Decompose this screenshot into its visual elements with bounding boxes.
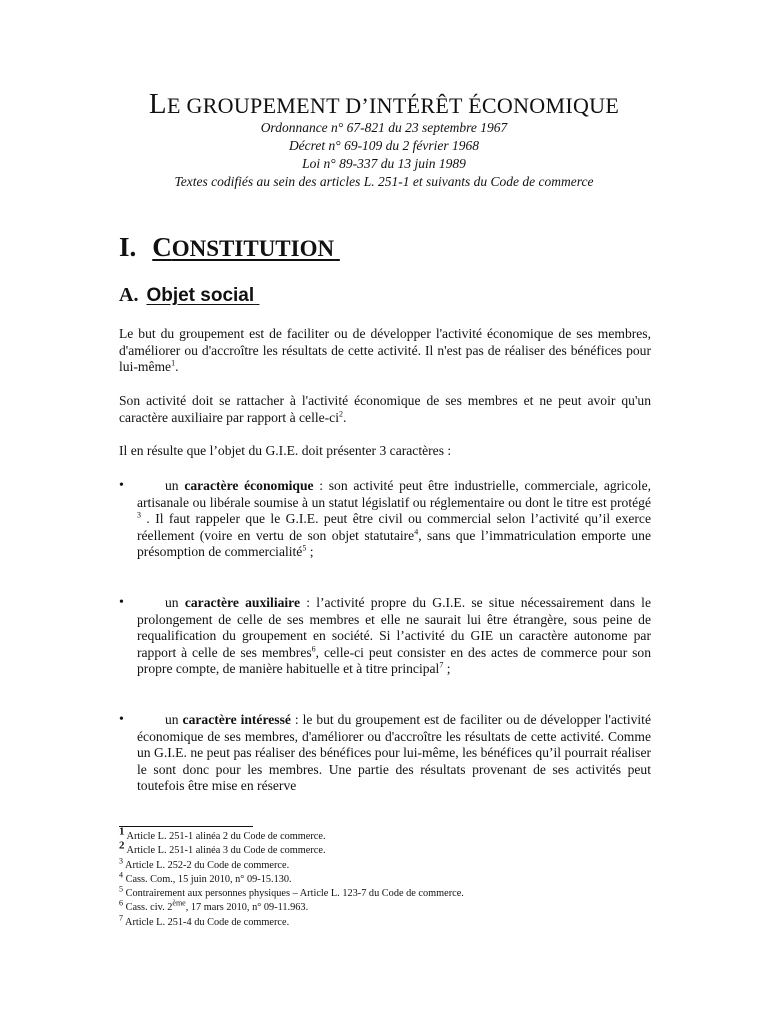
bullet-auxiliary-prefix: un [165, 595, 185, 610]
paragraph-purpose-text: Le but du groupement est de faciliter ou de développer l'activité économique de ses membres, d'améliorer ou d'accroître les résultats de cette activité. Il n'est pas de réaliser des bénéfices pour lui-même [119, 326, 651, 375]
subtitle-decret: Décret n° 69-109 du 2 février 1968 [288, 138, 480, 153]
section-number: I. [119, 232, 137, 262]
footnote-text: Article L. 251-1 alinéa 2 du Code de commerce. [126, 831, 326, 842]
bullet-marker: • [119, 712, 124, 727]
paragraph-characters-intro: Il en résulte que l’objet du G.I.E. doit présenter 3 caractères : [119, 443, 452, 458]
footnote-text: Article L. 252-2 du Code de commerce. [125, 859, 290, 871]
bullet-economic-text-1: : son activité peut être industrielle, commerciale, agricole, artisanale ou libérale soumise à un statut législatif ou réglementaire ou dont le titre est protégé [137, 478, 652, 510]
footnotes [119, 825, 679, 930]
section-heading [119, 232, 340, 263]
footnote-text: Contrairement aux personnes physiques – Article L. 123-7 du Code de commerce. [125, 888, 464, 900]
bullet-economic-text-2: . Il faut rappeler que le G.I.E. peut être civil ou commercial selon l’activité qu’il exerce réellement (voire en vertu de son objet statutaire [137, 511, 651, 543]
bullet-auxiliary-text-1: : l’activité propre du G.I.E. se situe nécessairement dans le prolongement de celle de ses membres et elle ne saurait lui être étrangère, sous peine de requalification du groupement en société. Si l’activité du GIE un caractère autonome par rapport à celle de ses membres [137, 595, 651, 660]
subtitle-loi: Loi n° 89-337 du 13 juin 1989 [302, 156, 466, 171]
footnote-ref-7: 7 [439, 660, 444, 670]
bullet-economic-prefix: un [165, 478, 185, 493]
bullet-economic [137, 478, 651, 561]
footnote-number: 5 [119, 884, 123, 894]
paragraph-activity-end: . [343, 409, 347, 425]
footnote-number: 1 [119, 825, 125, 838]
bullet-interested-prefix: un [165, 712, 183, 727]
bullet-interested-text: : le but du groupement est de faciliter ou de développer l'activité économique de ses membres, d'améliorer ou d'accroître les résultats de cette activité. Comme un G.I.E. ne peut pas réaliser des bénéfices pour lui-même, les bénéfices qu’il pourrait réaliser le sont donc pour les membres. Une partie des résultats provenant de ses activités peut toutefois être mise en réserve [137, 712, 651, 794]
section-title-rest: ONSTITUTION [171, 236, 335, 261]
paragraph-purpose-end: . [175, 359, 179, 375]
footnote-ref-5: 5 [302, 543, 307, 553]
footnote-item [119, 901, 679, 915]
footnote-number: 3 [119, 856, 123, 866]
footnote-item [119, 913, 679, 930]
subtitle-ordonnance: Ordonnance n° 67-821 du 23 septembre 1967 [260, 120, 508, 135]
bullet-auxiliary-term: caractère auxiliaire [184, 595, 301, 610]
footnote-item [119, 839, 679, 858]
footnote-text: Article L. 251-4 du Code de commerce. [125, 916, 290, 928]
title-rest: GROUPEMENT D’INTÉRÊT ÉCONOMIQUE [186, 93, 620, 118]
footnote-text-sup: ème [172, 899, 186, 909]
footnote-ref-3: 3 [137, 510, 141, 520]
footnote-item [119, 825, 679, 844]
footnote-item [119, 870, 679, 887]
legal-references [0, 119, 768, 191]
bullet-interested [137, 712, 651, 795]
footnote-text-end: , 17 mars 2010, n° 09-11.963. [185, 902, 309, 914]
footnote-text: Article L. 251-1 alinéa 3 du Code de commerce. [126, 845, 326, 857]
title-initial: L [148, 88, 167, 120]
footnote-item [119, 884, 679, 901]
bullet-auxiliary-text-2: , celle-ci peut consister en des actes de commerce pour son propre compte, de manière habituelle et à titre principal [137, 644, 651, 677]
bullet-economic-text-4: ; [306, 544, 314, 560]
footnote-text: Cass. Com., 15 juin 2010, n° 09-15.130. [125, 873, 292, 885]
footnote-ref-4: 4 [414, 527, 419, 537]
subsection-heading [119, 284, 259, 307]
bullet-auxiliary [137, 595, 651, 678]
paragraph-activity [119, 393, 651, 426]
subtitle-codification: Textes codifiés au sein des articles L. 251-1 et suivants du Code de commerce [174, 174, 594, 189]
footnote-number: 2 [119, 839, 125, 852]
subsection-number: A. [119, 284, 139, 306]
bullet-auxiliary-text-3: ; [443, 661, 451, 677]
footnote-text: Cass. civ. 2 [125, 902, 173, 914]
subsection-title-text: Objet social [146, 285, 255, 306]
footnote-number: 6 [119, 899, 123, 909]
bullet-economic-term: caractère économique [184, 478, 314, 493]
footnote-number: 4 [119, 870, 123, 880]
footnote-item [119, 856, 679, 873]
subsection-title [146, 285, 259, 306]
paragraph-purpose [119, 326, 651, 376]
document-title [0, 88, 768, 121]
bullet-marker: • [119, 595, 124, 610]
bullet-marker: • [119, 478, 124, 493]
title-e: E [166, 93, 181, 118]
footnote-separator [119, 826, 253, 827]
bullet-interested-term: caractère intéressé [182, 712, 291, 727]
footnote-number: 7 [119, 913, 123, 923]
section-title [152, 232, 340, 262]
footnote-ref-6: 6 [311, 644, 316, 654]
section-title-initial: C [152, 232, 172, 262]
paragraph-activity-text: Son activité doit se rattacher à l'activité économique de ses membres et ne peut avoir qu'un caractère auxiliaire par rapport à celle-ci [119, 393, 651, 425]
footnote-ref-2: 2 [339, 409, 343, 419]
bullet-economic-text-3: , sans que l’immatriculation emporte une présomption de commercialité [137, 527, 651, 560]
footnote-ref-1: 1 [171, 358, 176, 368]
